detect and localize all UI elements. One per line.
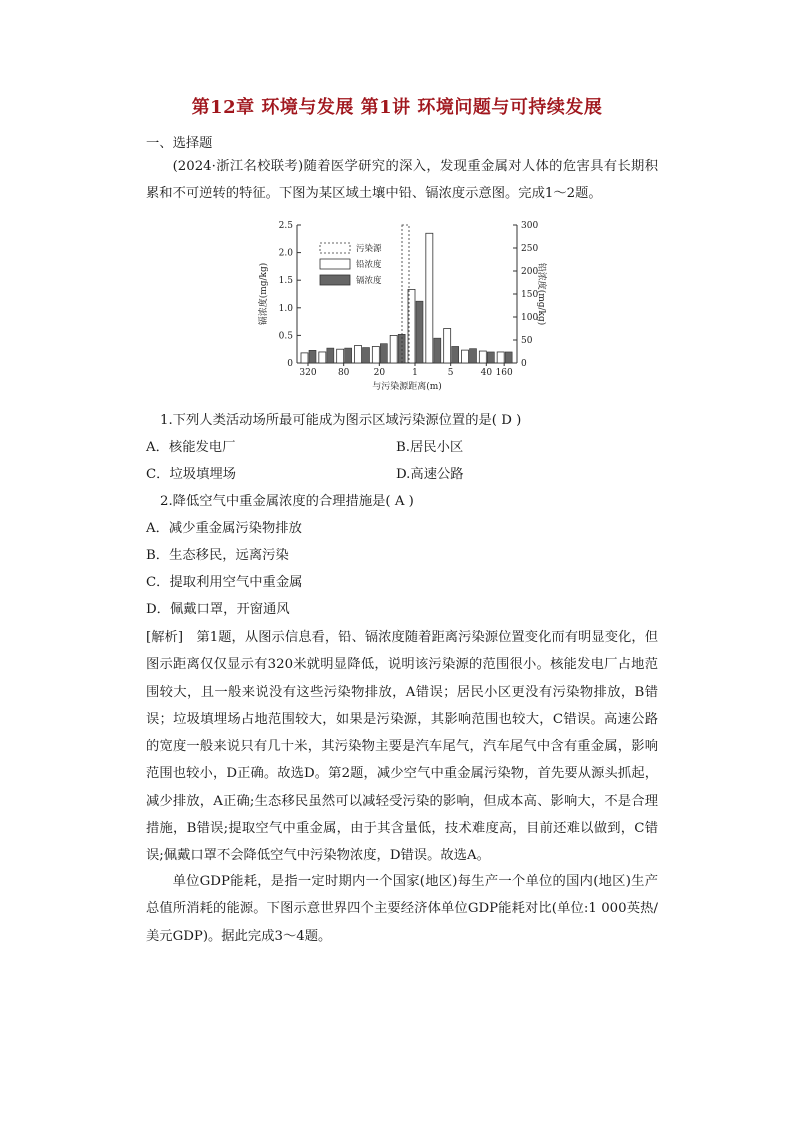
- lead-bar: [444, 329, 451, 364]
- cadmium-bar: [416, 301, 423, 363]
- left-tick-label: 0: [287, 359, 293, 369]
- lead-bar: [337, 349, 344, 363]
- left-axis-title: 镉浓度(mg/kg): [259, 262, 269, 326]
- cadmium-bar: [309, 350, 316, 363]
- right-axis-title: 铅浓度(mg/kg): [536, 262, 546, 326]
- x-tick-label: 5: [447, 368, 454, 378]
- question-2-option-a: A．减少重金属污染物排放: [146, 521, 302, 536]
- cadmium-bar: [345, 348, 352, 363]
- right-tick-label: 300: [521, 221, 539, 231]
- right-tick-label: 150: [521, 290, 539, 300]
- lead-bar: [301, 353, 308, 363]
- left-tick-label: 2.5: [278, 221, 293, 231]
- intro-paragraph-2: 单位GDP能耗，是指一定时期内一个国家(地区)每生产一个单位的国内(地区)生产总值所消耗的能源。下图示意世界四个主要经济体单位GDP能耗对比(单位:1 000英热/美元GDP)。据此完成3～4题。: [146, 874, 658, 944]
- cadmium-bar: [327, 348, 334, 363]
- right-tick-label: 0: [521, 359, 527, 369]
- right-tick-label: 250: [521, 244, 539, 254]
- question-1-stem: 1.下列人类活动场所最可能成为图示区域污染源位置的是( D ): [160, 413, 522, 428]
- question-1-option-b: B.居民小区: [396, 440, 464, 455]
- legend-source-swatch: [320, 243, 350, 253]
- left-tick-label: 0.5: [278, 331, 293, 342]
- intro-paragraph-1: (2024·浙江名校联考)随着医学研究的深入，发现重金属对人体的危害具有长期积累和不可逆转的特征。下图为某区域土壤中铅、镉浓度示意图。完成1～2题。: [146, 159, 658, 202]
- right-tick-label: 100: [521, 313, 539, 323]
- x-tick-label: 1: [412, 368, 418, 378]
- lead-bar: [372, 346, 379, 363]
- question-2-option-d: D．佩戴口罩，开窗通风: [146, 602, 290, 617]
- left-tick-label: 1.5: [278, 276, 293, 287]
- section-heading: 一、选择题: [146, 136, 213, 151]
- left-tick-label: 2.0: [278, 248, 293, 259]
- right-tick-label: 50: [521, 336, 533, 346]
- x-axis-title: 与污染源距离(m): [372, 382, 442, 392]
- question-1-option-d: D.高速公路: [396, 467, 464, 482]
- cadmium-bar: [487, 352, 494, 363]
- question-2-stem: 2.降低空气中重金属浓度的合理措施是( A ): [160, 494, 414, 509]
- lead-bar: [479, 351, 486, 363]
- question-2-option-b: B．生态移民，远离污染: [146, 548, 289, 563]
- right-tick-label: 200: [521, 267, 539, 277]
- x-tick-label: 20: [373, 368, 386, 378]
- question-1-option-a: A．核能发电厂: [146, 440, 236, 455]
- page-title: 第12章 环境与发展 第1讲 环境问题与可持续发展: [191, 97, 603, 118]
- lead-bar: [355, 346, 362, 363]
- legend-source-label: 污染源: [356, 244, 382, 254]
- cadmium-bar: [363, 348, 370, 363]
- lead-bar: [319, 352, 326, 363]
- left-tick-label: 1.0: [278, 303, 293, 314]
- x-tick-label: 40: [480, 368, 493, 378]
- cadmium-bar: [452, 346, 459, 363]
- cadmium-bar: [434, 338, 441, 363]
- cadmium-bar: [470, 349, 477, 363]
- lead-bar: [462, 350, 469, 363]
- x-tick-label: 320: [299, 368, 317, 378]
- lead-bar: [497, 352, 504, 363]
- cadmium-bar: [505, 352, 512, 363]
- analysis-paragraph: [解析] 第1题，从图示信息看，铅、镉浓度随着距离污染源位置变化而有明显变化，但图示距离仅仅显示有320米就明显降低，说明该污染源的范围很小。核能发电厂占地范围较大，且一般来说没有这些污染物排放，A错误；居民小区更没有污染物排放，B错误；垃圾填埋场占地范围较大，如果是污染源，其影响范围也较大，C错误。高速公路的宽度一般来说只有几十米，其污染物主要是汽车尾气，汽车尾气中含有重金属，影响范围也较小，D正确。故选D。第2题，减少空气中重金属污染物，首先要从源头抓起，减少排放，A正确;生态移民虽然可以减轻受污染的影响，但成本高、影响大，不是合理措施，B错误;提取空气中重金属，由于其含量低，技术难度高，目前还难以做到，C错误;佩戴口罩不会降低空气中污染物浓度，D错误。故选A。: [146, 630, 658, 864]
- concentration-chart: [250, 215, 550, 395]
- question-2-option-c: C．提取利用空气中重金属: [146, 575, 303, 590]
- legend-lead-label: 铅浓度: [356, 260, 382, 270]
- legend-cadmium-swatch: [320, 275, 350, 285]
- cadmium-bar: [380, 344, 387, 363]
- x-tick-label: 160: [495, 368, 513, 378]
- lead-bar: [426, 233, 433, 363]
- lead-bar: [390, 335, 397, 363]
- question-1-option-c: C．垃圾填埋场: [146, 467, 236, 482]
- legend-cadmium-label: 镉浓度: [356, 276, 382, 286]
- legend-lead-swatch: [320, 259, 350, 269]
- x-tick-label: 80: [337, 368, 350, 378]
